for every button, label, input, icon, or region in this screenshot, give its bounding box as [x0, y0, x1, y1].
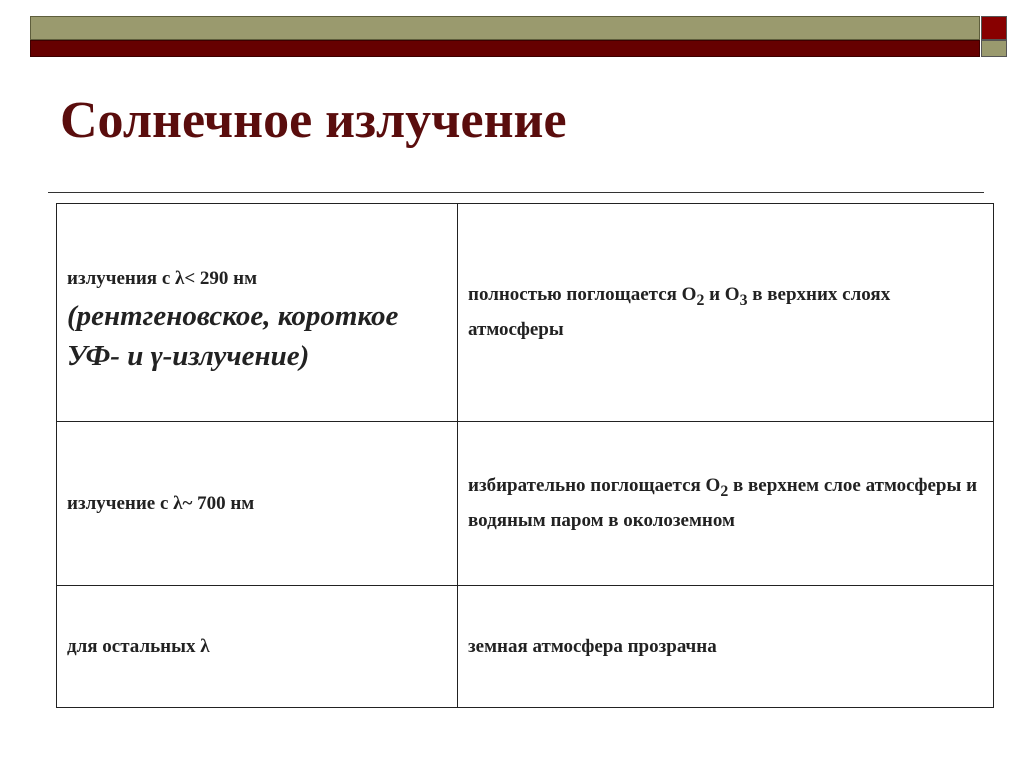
absorption-text	[468, 475, 977, 532]
absorption-mid: и O	[704, 283, 740, 305]
radiation-cell	[57, 422, 458, 586]
radiation-cell	[57, 204, 458, 422]
absorption-cell	[458, 422, 994, 586]
absorption-text	[468, 284, 890, 341]
slide-title: Солнечное излучение	[60, 92, 567, 149]
table-row	[57, 586, 994, 708]
title-divider	[48, 192, 984, 193]
absorption-suffix: в верхних слоях атмосферы	[468, 283, 891, 341]
absorption-cell	[458, 204, 994, 422]
absorption-text: земная атмосфера прозрачна	[468, 635, 717, 657]
absorption-prefix: избирательно поглощается O	[468, 474, 721, 496]
absorption-prefix: полностью поглощается O	[468, 283, 697, 305]
subscript: 2	[696, 291, 705, 309]
subscript: 2	[720, 482, 729, 500]
corner-square-olive	[981, 40, 1007, 57]
radiation-range: излучение с λ~ 700 нм	[67, 492, 255, 514]
radiation-range: для остальных λ	[67, 635, 210, 657]
table-row	[57, 204, 994, 422]
table-row	[57, 422, 994, 586]
absorption-suffix: в верхнем слое атмосферы и водяным паром в околоземном	[468, 474, 978, 532]
radiation-cell	[57, 586, 458, 708]
radiation-detail: (рентгеновское, короткое УФ- и γ-излучение)	[67, 299, 399, 372]
corner-square-red	[981, 16, 1007, 40]
radiation-table	[56, 203, 994, 708]
absorption-cell	[458, 586, 994, 708]
top-olive-bar	[30, 16, 980, 40]
top-maroon-bar	[30, 40, 980, 57]
radiation-range: излучения с λ< 290 нм	[67, 267, 258, 289]
subscript: 3	[739, 291, 748, 309]
